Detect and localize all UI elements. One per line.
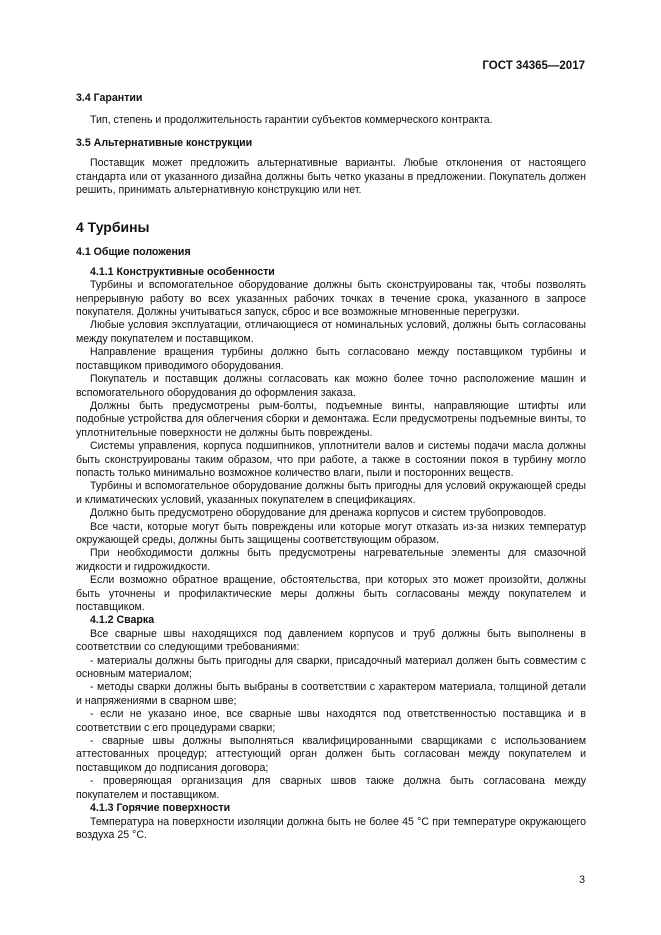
list-item: - материалы должны быть пригодны для сварки, присадочный материал должен быть совместим с основным материалом; <box>76 654 586 681</box>
section-3-5-text: Поставщик может предложить альтернативные варианты. Любые отклонения от настоящего стандарта или от указанного дизайна должны быть четко указаны в предложении. Покупатель должен решить, принимать альтернативную конструкцию или нет. <box>76 157 586 197</box>
paragraph: Турбины и вспомогательное оборудование должны быть сконструированы так, чтобы позволять непрерывную работу во всех указанных рабочих точках в течение срока, указанного в запросе покупателя. Должны учитываться запуск, сброс и все возможные мгновенные перегрузки. <box>76 279 586 319</box>
paragraph: Должно быть предусмотрено оборудование для дренажа корпусов и систем трубопроводов. <box>90 507 547 520</box>
section-3-5-title: 3.5 Альтернативные конструкции <box>76 136 253 149</box>
paragraph: Любые условия эксплуатации, отличающиеся от номинальных условий, должны быть согласованы между покупателем и поставщиком. <box>76 319 586 345</box>
paragraph: Направление вращения турбины должно быть согласовано между поставщиком турбины и поставщиком приводимого оборудования. <box>76 346 586 372</box>
section-4-1-title: 4.1 Общие положения <box>76 246 191 259</box>
paragraph: При необходимости должны быть предусмотрены нагревательные элементы для смазочной жидкости и гидрожидкости. <box>76 547 586 573</box>
paragraph: Температура на поверхности изоляции должна быть не более 45 °С при температуре окружающего воздуха 25 °С. <box>76 815 586 841</box>
paragraph: Все части, которые могут быть повреждены или которые могут отказать из-за низких температур окружающей среды, должны быть защищены соответствующим образом. <box>76 520 586 546</box>
document-code: ГОСТ 34365—2017 <box>482 60 585 72</box>
section-3-4-title: 3.4 Гарантии <box>76 92 143 104</box>
section-3-4-text: Тип, степень и продолжительность гарантии субъектов коммерческого контракта. <box>90 114 493 127</box>
paragraph: Все сварные швы находящихся под давлением корпусов и труб должны быть выполнены в соответствии со следующими требованиями: <box>76 627 586 654</box>
page-content <box>76 92 586 842</box>
section-4-1-2-title: 4.1.2 Сварка <box>90 614 155 627</box>
paragraph: Покупатель и поставщик должны согласовать как можно более точно расположение машин и вспомогательного оборудования до оформления заказа. <box>76 373 586 399</box>
page-number: 3 <box>579 874 585 886</box>
section-4-title: 4 Турбины <box>76 219 150 236</box>
paragraph: Системы управления, корпуса подшипников, уплотнители валов и системы подачи масла должны быть сконструированы таким образом, что при работе, а также в состоянии покоя в турбину могло попасть только минимально возможное количество влаги, пыли и посторонних веществ. <box>76 440 586 479</box>
list-item: - методы сварки должны быть выбраны в соответствии с характером материала, толщиной детали и напряжениями в сварном шве; <box>76 681 586 707</box>
list-item: - если не указано иное, все сварные швы находятся под ответственностью поставщика и в соответствии с его процедурами сварки; <box>76 708 586 734</box>
section-4-1-3-title: 4.1.3 Горячие поверхности <box>90 802 231 815</box>
paragraph: Турбины и вспомогательное оборудование должны быть пригодны для условий окружающей среды и климатических условий, указанных покупателем в спецификациях. <box>76 480 586 506</box>
list-item: - сварные швы должны выполняться квалифицированными сварщиками с использованием аттестованных процедур; аттестующий орган должен быть согласован между покупателем и поставщиком до подписания договора; <box>76 735 586 774</box>
paragraph: Должны быть предусмотрены рым-болты, подъемные винты, направляющие штифты или подобные устройства для облегчения сборки и демонтажа. Если предусмотрены подъемные винты, то уплотнительные поверхности не должны быть повреждены. <box>76 399 586 439</box>
section-4-1-1-title: 4.1.1 Конструктивные особенности <box>90 265 275 278</box>
paragraph: Если возможно обратное вращение, обстоятельства, при которых это может произойти, должны быть уточнены и профилактические меры должны быть согласованы между покупателем и поставщиком. <box>76 574 586 613</box>
list-item: - проверяющая организация для сварных швов также должна быть согласована между покупателем и поставщиком. <box>76 775 586 801</box>
